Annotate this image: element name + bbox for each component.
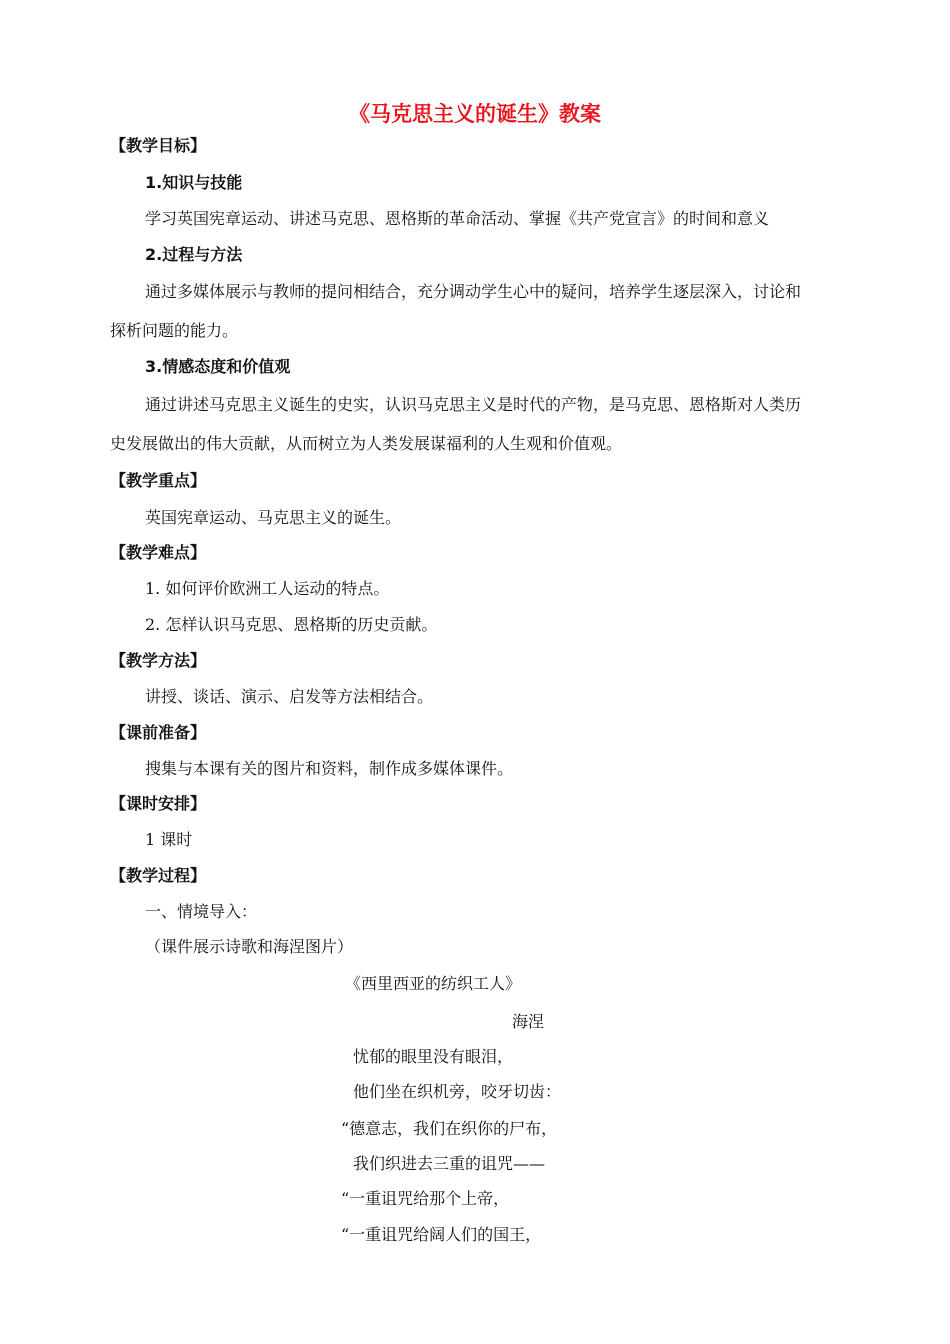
poem-title: 《西里西亚的纺织工人》 bbox=[345, 974, 522, 993]
heading-process: 【教学过程】 bbox=[110, 866, 207, 885]
process-note: （课件展示诗歌和海涅图片） bbox=[145, 937, 354, 956]
process-method-text-line2: 探析问题的能力。 bbox=[110, 321, 239, 340]
poem-line: “德意志，我们在织你的尸布， bbox=[341, 1119, 558, 1138]
poem-line: “一重诅咒给那个上帝， bbox=[341, 1189, 510, 1208]
heading-preparation: 【课前准备】 bbox=[110, 723, 207, 742]
subheading-knowledge: 1.知识与技能 bbox=[145, 173, 243, 192]
values-text-line1: 通过讲述马克思主义诞生的史实，认识马克思主义是时代的产物，是马克思、恩格斯对人类历 bbox=[145, 395, 802, 414]
heading-difficulties: 【教学难点】 bbox=[110, 543, 207, 562]
poem-author: 海涅 bbox=[512, 1012, 545, 1031]
poem-line: “一重诅咒给阔人们的国王， bbox=[341, 1225, 542, 1244]
key-points-text: 英国宪章运动、马克思主义的诞生。 bbox=[145, 508, 402, 527]
preparation-text: 搜集与本课有关的图片和资料，制作成多媒体课件。 bbox=[145, 759, 514, 778]
poem-line: 他们坐在织机旁，咬牙切齿： bbox=[353, 1082, 562, 1101]
values-text-line2: 史发展做出的伟大贡献，从而树立为人类发展谋福利的人生观和价值观。 bbox=[110, 434, 623, 453]
heading-key-points: 【教学重点】 bbox=[110, 471, 207, 490]
process-step-1: 一、情境导入： bbox=[145, 902, 258, 921]
subheading-process-method: 2.过程与方法 bbox=[145, 245, 243, 264]
knowledge-text: 学习英国宪章运动、讲述马克思、恩格斯的革命活动、掌握《共产党宣言》的时间和意义 bbox=[145, 209, 770, 228]
heading-methods: 【教学方法】 bbox=[110, 651, 207, 670]
heading-schedule: 【课时安排】 bbox=[110, 794, 207, 813]
poem-line: 我们织进去三重的诅咒—— bbox=[353, 1154, 546, 1173]
difficulty-item-1: 1. 如何评价欧洲工人运动的特点。 bbox=[145, 579, 390, 598]
document-title: 《马克思主义的诞生》教案 bbox=[349, 102, 601, 126]
process-method-text-line1: 通过多媒体展示与教师的提问相结合，充分调动学生心中的疑问，培养学生逐层深入，讨论和 bbox=[145, 282, 802, 301]
subheading-values: 3.情感态度和价值观 bbox=[145, 357, 291, 376]
methods-text: 讲授、谈话、演示、启发等方法相结合。 bbox=[145, 687, 434, 706]
schedule-text: 1 课时 bbox=[145, 830, 193, 849]
poem-line: 忧郁的眼里没有眼泪， bbox=[353, 1047, 514, 1066]
difficulty-item-2: 2. 怎样认识马克思、恩格斯的历史贡献。 bbox=[145, 615, 438, 634]
heading-objectives: 【教学目标】 bbox=[110, 136, 207, 155]
